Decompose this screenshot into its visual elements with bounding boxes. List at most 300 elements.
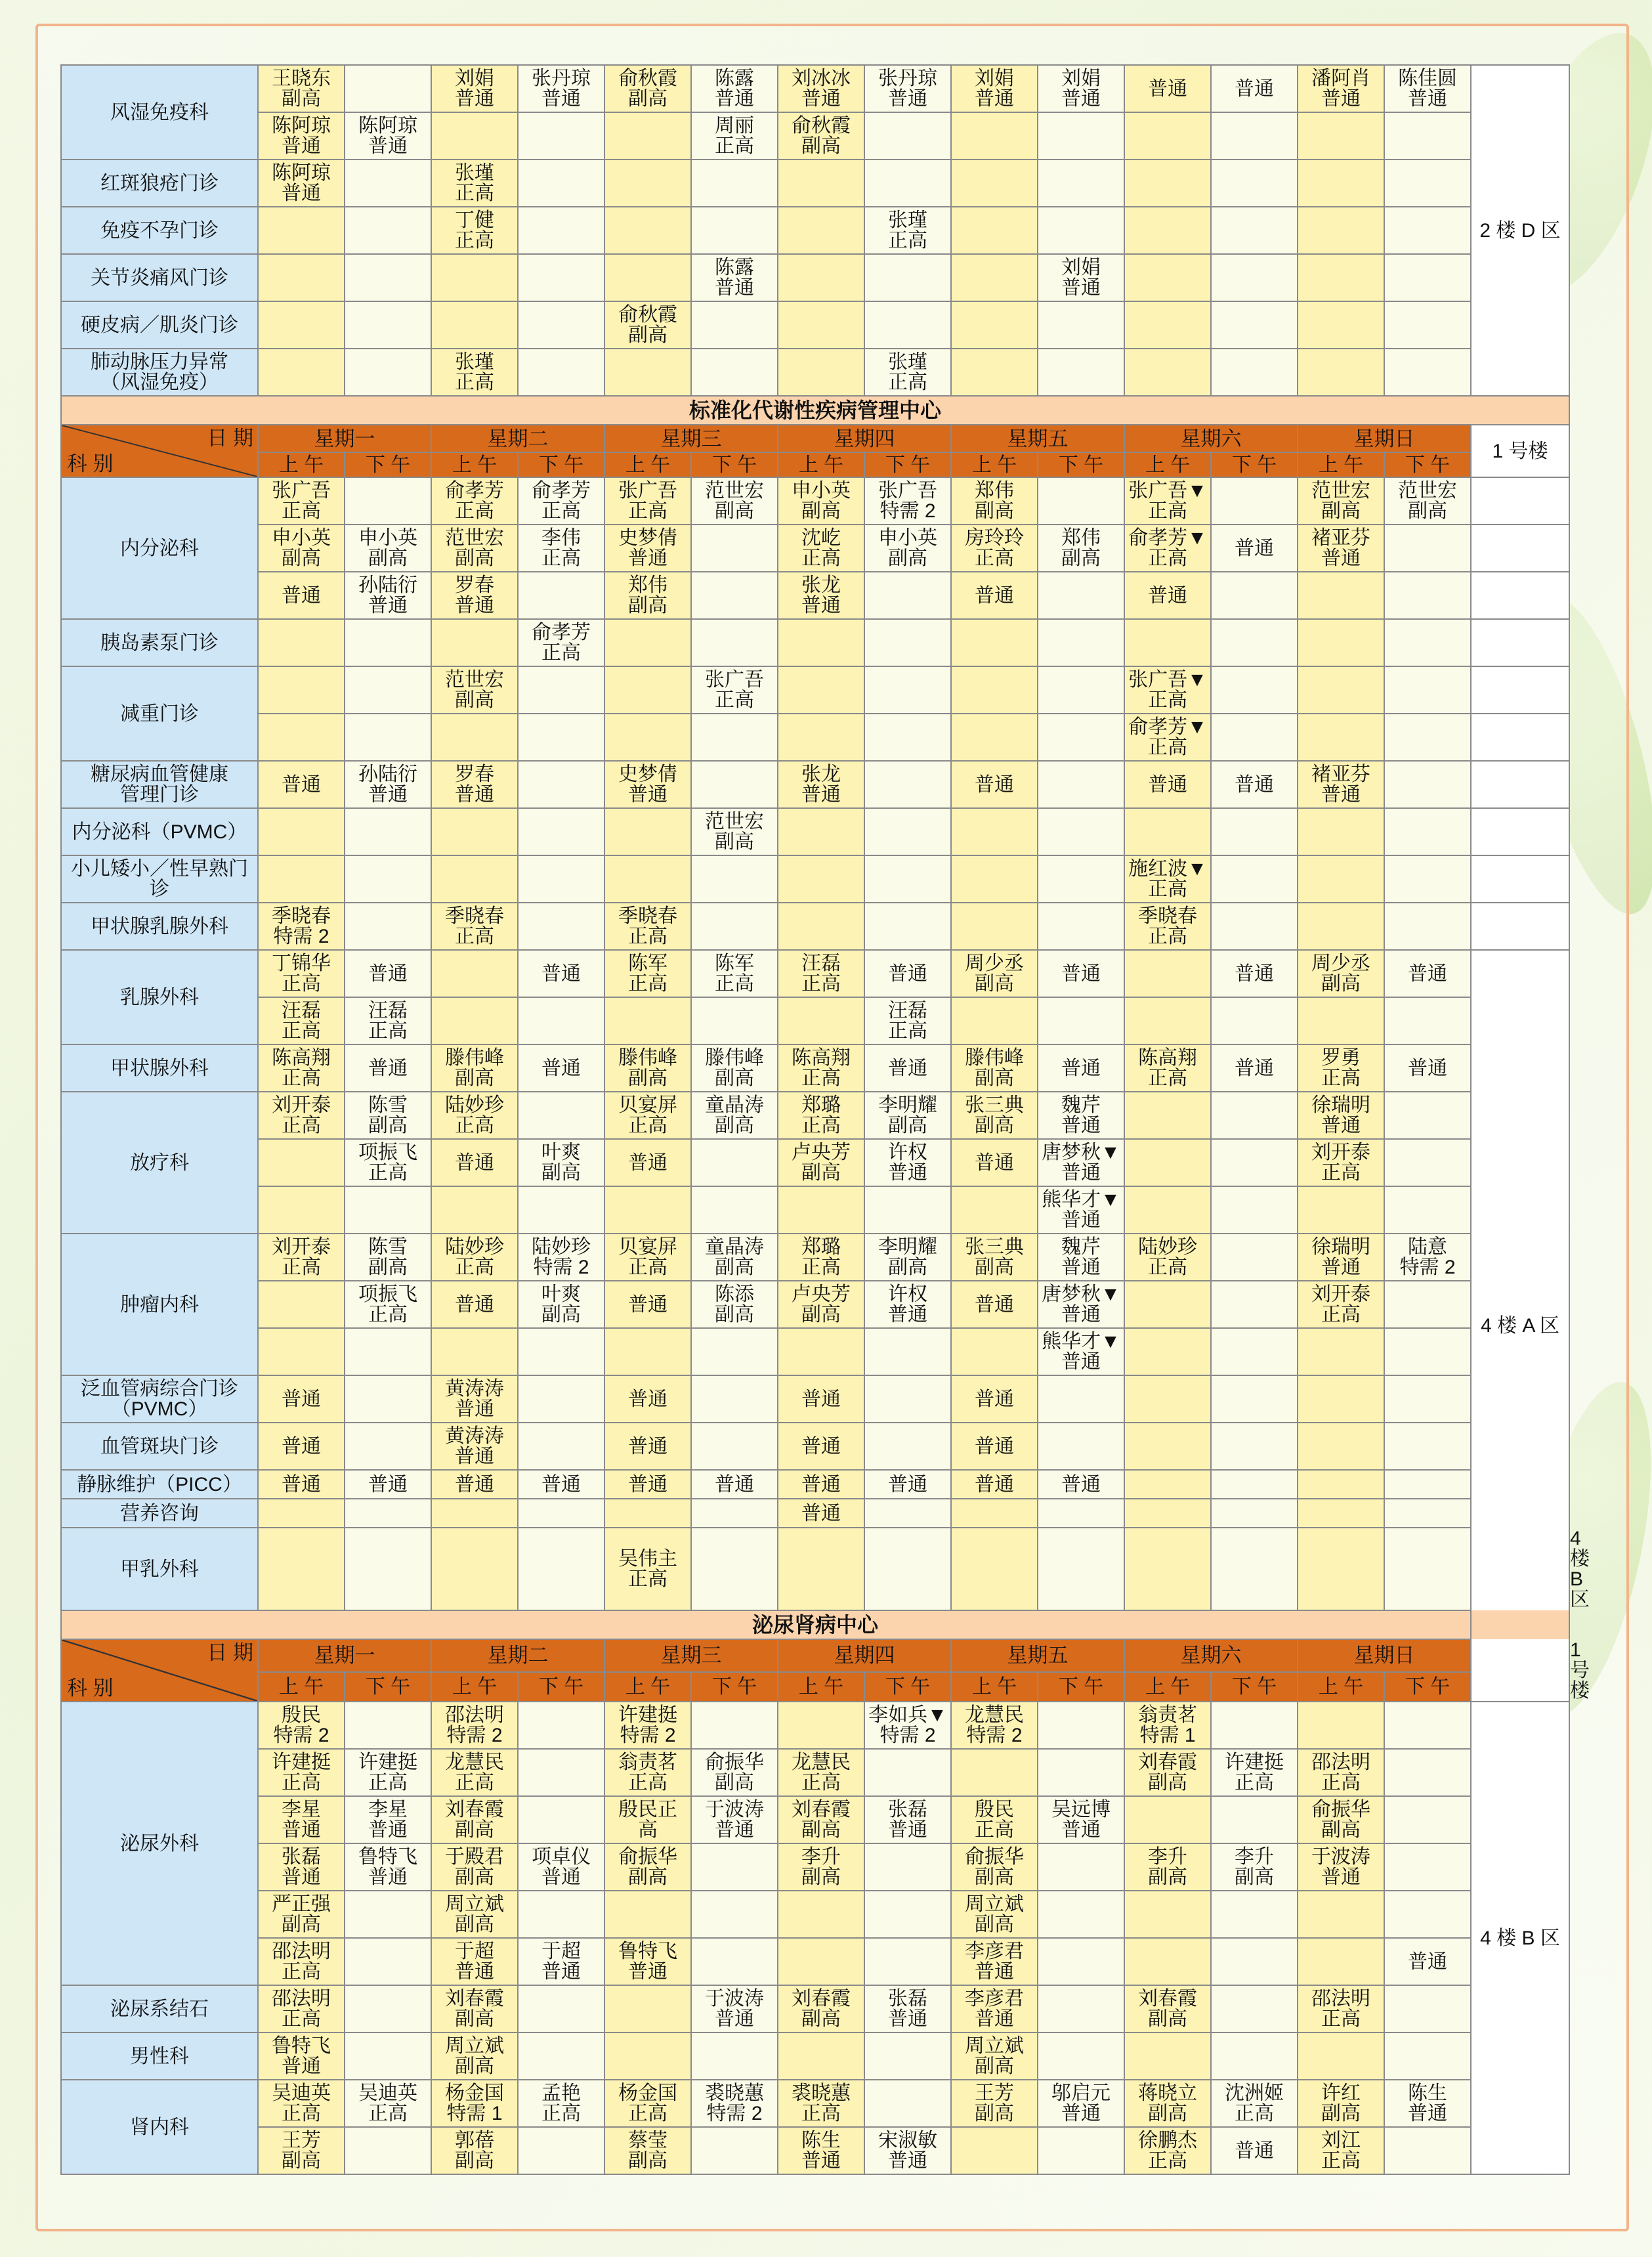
afternoon-label: 下 午 — [1038, 1672, 1124, 1702]
doctor-title: 普通 — [715, 88, 754, 110]
morning-slot — [258, 855, 345, 903]
doctor-name: 龙慧民 — [792, 1752, 851, 1773]
morning-slot — [951, 714, 1038, 761]
morning-slot — [604, 1092, 691, 1139]
morning-slot — [1298, 1092, 1384, 1139]
department-cell — [61, 2080, 258, 2174]
doctor-name: 熊华才▼ — [1042, 1331, 1120, 1352]
doctor-name: 普通 — [1408, 1950, 1447, 1973]
doctor-name: 张瑾 — [888, 209, 927, 231]
doctor-name: 普通 — [628, 1435, 667, 1457]
doctor-title: 特需 2 — [706, 2103, 763, 2124]
afternoon-slot — [1384, 2127, 1471, 2174]
doctor-name: 陈露 — [715, 68, 754, 89]
morning-slot — [778, 1528, 864, 1610]
afternoon-slot — [691, 950, 778, 997]
doctor-title: 正高 — [455, 230, 494, 251]
morning-slot — [431, 349, 518, 396]
doctor-name: 裘晓蕙 — [705, 2082, 764, 2104]
morning-slot — [258, 1499, 345, 1528]
department-cell — [61, 1234, 258, 1375]
afternoon-slot — [1211, 349, 1298, 396]
morning-slot — [951, 1470, 1038, 1499]
afternoon-slot — [1211, 1328, 1298, 1375]
doctor-title: 正高 — [1148, 2150, 1187, 2172]
weekday-1: 星期一 — [258, 1639, 431, 1672]
afternoon-slot — [518, 1796, 604, 1843]
doctor-name: 郑伟 — [975, 480, 1014, 502]
morning-slot — [1124, 525, 1211, 572]
morning-slot — [431, 1749, 518, 1796]
schedule-row — [61, 2032, 1569, 2080]
doctor-title: 副高 — [1148, 1772, 1187, 1794]
location-cell: 2 楼 D 区 — [1471, 65, 1569, 396]
doctor-name: 邵法明 — [272, 1941, 331, 1962]
morning-slot — [604, 1375, 691, 1423]
doctor-title: 普通 — [1321, 88, 1361, 110]
afternoon-slot — [1384, 349, 1471, 396]
weekday-2: 星期二 — [431, 1639, 604, 1672]
doctor-name: 滕伟峰 — [965, 1047, 1024, 1069]
afternoon-slot — [518, 160, 604, 207]
doctor-title: 正高 — [975, 1819, 1014, 1841]
afternoon-slot — [864, 301, 951, 349]
doctor-title: 正高 — [455, 500, 494, 522]
morning-slot — [778, 1186, 864, 1234]
afternoon-slot — [691, 1092, 778, 1139]
morning-slot — [1124, 2080, 1211, 2127]
doctor-title: 正高 — [628, 1257, 667, 1278]
afternoon-slot — [1038, 1528, 1124, 1610]
afternoon-slot — [518, 808, 604, 855]
morning-slot — [1124, 301, 1211, 349]
doctor-name: 普通 — [628, 1293, 667, 1316]
location-cell — [1471, 903, 1569, 950]
schedule-row — [61, 1528, 1569, 1610]
doctor-title: 普通 — [1061, 2103, 1101, 2124]
department-cell — [61, 950, 258, 1044]
doctor-title: 普通 — [541, 1866, 581, 1888]
morning-slot — [431, 1702, 518, 1749]
doctor-name: 殷民正 — [618, 1799, 677, 1820]
morning-slot — [1298, 1423, 1384, 1470]
morning-slot — [1124, 254, 1211, 301]
doctor-title: 正高 — [455, 1772, 494, 1794]
doctor-title: 副高 — [975, 1866, 1014, 1888]
doctor-title: 副高 — [541, 1304, 581, 1325]
morning-slot — [778, 1749, 864, 1796]
doctor-name: 蔡莹 — [628, 2130, 667, 2151]
morning-slot — [431, 855, 518, 903]
morning-slot — [604, 1139, 691, 1186]
location-cell: 4 楼 B 区 — [1471, 1702, 1569, 2174]
department-name-note: （风湿免疫） — [100, 372, 219, 393]
morning-slot — [431, 525, 518, 572]
afternoon-slot — [1211, 903, 1298, 950]
morning-slot — [951, 525, 1038, 572]
afternoon-slot — [345, 2080, 431, 2127]
morning-slot — [258, 1092, 345, 1139]
doctor-title: 正高 — [888, 372, 927, 393]
doctor-name: 申小英 — [792, 480, 851, 502]
doctor-name: 唐梦秋▼ — [1042, 1142, 1120, 1163]
department-name: 营养咨询 — [120, 1502, 199, 1524]
doctor-name: 普通 — [1235, 77, 1274, 100]
doctor-title: 普通 — [282, 2055, 321, 2077]
morning-slot — [951, 1044, 1038, 1092]
morning-slot — [951, 1499, 1038, 1528]
afternoon-slot — [345, 1891, 431, 1938]
doctor-name: 宋淑敏 — [878, 2130, 937, 2151]
doctor-name: 张瑾 — [455, 351, 494, 373]
morning-label: 上 午 — [951, 452, 1038, 477]
doctor-name: 陈雪 — [368, 1236, 408, 1258]
doctor-title: 特需 2 — [620, 1725, 676, 1746]
morning-slot — [1298, 301, 1384, 349]
doctor-title: 普通 — [888, 1162, 927, 1184]
doctor-name: 陈雪 — [368, 1094, 408, 1116]
doctor-title: 副高 — [975, 1914, 1014, 1935]
doctor-name: 鲁特飞 — [618, 1941, 677, 1962]
doctor-title: 副高 — [282, 2150, 321, 2172]
morning-slot — [258, 1044, 345, 1092]
morning-slot — [778, 1092, 864, 1139]
morning-slot — [258, 207, 345, 254]
doctor-title: 正高 — [628, 500, 667, 522]
afternoon-slot — [1384, 1423, 1471, 1470]
doctor-title: 普通 — [1408, 88, 1447, 110]
schedule-row — [61, 2127, 1569, 2174]
schedule-row — [61, 1702, 1569, 1749]
doctor-title: 副高 — [888, 1257, 927, 1278]
afternoon-slot — [1211, 1281, 1298, 1328]
afternoon-slot — [518, 619, 604, 666]
doctor-title: 正高 — [455, 372, 494, 393]
weekday-7: 星期日 — [1298, 1639, 1471, 1672]
morning-slot — [604, 112, 691, 160]
afternoon-slot — [1038, 1499, 1124, 1528]
afternoon-slot — [691, 207, 778, 254]
department-name: 放疗科 — [130, 1151, 189, 1174]
doctor-title: 普通 — [628, 784, 667, 806]
afternoon-slot — [518, 714, 604, 761]
doctor-name: 俞孝芳 — [532, 622, 591, 643]
afternoon-slot — [1211, 1139, 1298, 1186]
schedule-table — [60, 64, 1570, 2175]
doctor-title: 普通 — [1061, 1115, 1101, 1136]
morning-slot — [604, 1186, 691, 1234]
afternoon-slot — [518, 2127, 604, 2174]
morning-slot — [258, 254, 345, 301]
afternoon-slot — [1038, 1938, 1124, 1985]
afternoon-slot — [691, 2080, 778, 2127]
afternoon-slot — [1211, 112, 1298, 160]
afternoon-slot — [1038, 207, 1124, 254]
morning-slot — [951, 1891, 1038, 1938]
doctor-name: 叶爽 — [541, 1142, 581, 1163]
afternoon-slot — [518, 1891, 604, 1938]
doctor-name: 俞孝芳 — [445, 480, 504, 502]
doctor-name: 汪磊 — [801, 953, 841, 974]
morning-slot — [778, 1499, 864, 1528]
afternoon-slot — [864, 1328, 951, 1375]
department-name: 泌尿外科 — [120, 1832, 199, 1855]
morning-slot — [604, 1328, 691, 1375]
morning-slot — [431, 1985, 518, 2032]
afternoon-slot — [345, 477, 431, 525]
afternoon-slot — [518, 1092, 604, 1139]
doctor-title: 普通 — [541, 1961, 581, 1983]
morning-slot — [1298, 1186, 1384, 1234]
afternoon-slot — [345, 1749, 431, 1796]
doctor-title: 副高 — [888, 1115, 927, 1136]
doctor-name: 普通 — [455, 1293, 494, 1316]
afternoon-slot — [1038, 619, 1124, 666]
morning-slot — [951, 950, 1038, 997]
doctor-title: 正高 — [541, 548, 581, 569]
doctor-name: 许建挺 — [1225, 1752, 1284, 1773]
department-cell — [61, 254, 258, 301]
morning-slot — [1298, 903, 1384, 950]
doctor-title: 普通 — [1321, 1115, 1361, 1136]
doctor-name: 俞秋霞 — [618, 304, 677, 326]
morning-slot — [1124, 1375, 1211, 1423]
doctor-name: 沈屹 — [801, 527, 841, 549]
afternoon-slot — [518, 997, 604, 1044]
morning-slot — [1124, 2032, 1211, 2080]
doctor-name: 鲁特飞 — [272, 2035, 331, 2057]
afternoon-slot — [518, 1749, 604, 1796]
department-cell — [61, 1528, 258, 1610]
afternoon-slot — [864, 1985, 951, 2032]
afternoon-slot — [1384, 1328, 1471, 1375]
doctor-name: 孙陆衍 — [358, 763, 417, 785]
morning-slot — [778, 1375, 864, 1423]
doctor-title: 副高 — [801, 1162, 841, 1184]
doctor-name: 陈佳圆 — [1398, 68, 1457, 89]
afternoon-slot — [864, 525, 951, 572]
doctor-name: 邵法明 — [1311, 1988, 1370, 2010]
morning-slot — [431, 112, 518, 160]
department-cell — [61, 761, 258, 808]
afternoon-slot — [1038, 160, 1124, 207]
doctor-name: 普通 — [541, 1057, 581, 1079]
doctor-name: 周立斌 — [965, 1893, 1024, 1915]
morning-slot — [258, 2080, 345, 2127]
doctor-title: 副高 — [801, 135, 841, 157]
afternoon-slot — [1384, 1375, 1471, 1423]
afternoon-label: 下 午 — [691, 1672, 778, 1702]
afternoon-slot — [518, 1328, 604, 1375]
department-name: 甲状腺外科 — [110, 1057, 209, 1079]
department-name: 关节炎痛风门诊 — [91, 267, 228, 289]
doctor-name: 刘娟 — [1061, 68, 1101, 89]
morning-slot — [951, 1985, 1038, 2032]
doctor-name: 杨金国 — [618, 2082, 677, 2104]
afternoon-slot — [1038, 1281, 1124, 1328]
afternoon-slot — [345, 1139, 431, 1186]
doctor-name: 卢央芳 — [792, 1142, 851, 1163]
doctor-name: 李升 — [1148, 1846, 1187, 1868]
doctor-name: 普通 — [282, 1473, 321, 1495]
doctor-name: 陈阿琼 — [272, 115, 331, 137]
doctor-name: 周立斌 — [445, 2035, 504, 2057]
morning-slot — [431, 301, 518, 349]
doctor-name: 刘开泰 — [272, 1094, 331, 1116]
afternoon-slot — [1384, 1186, 1471, 1234]
morning-slot — [1124, 761, 1211, 808]
department-name: 男性科 — [130, 2045, 189, 2067]
afternoon-slot — [1038, 1044, 1124, 1092]
doctor-title: 普通 — [801, 595, 841, 616]
morning-slot — [1298, 572, 1384, 619]
doctor-title: 正高 — [1148, 500, 1187, 522]
afternoon-slot — [518, 525, 604, 572]
afternoon-slot — [1384, 1139, 1471, 1186]
schedule-row — [61, 1470, 1569, 1499]
afternoon-slot — [691, 254, 778, 301]
doctor-name: 张瑾 — [455, 162, 494, 184]
doctor-name: 普通 — [975, 773, 1014, 796]
morning-slot — [431, 1092, 518, 1139]
doctor-name: 俞孝芳▼ — [1128, 716, 1207, 738]
schedule-row — [61, 207, 1569, 254]
morning-slot — [431, 808, 518, 855]
afternoon-slot — [1038, 2080, 1124, 2127]
afternoon-slot — [691, 1985, 778, 2032]
morning-slot — [1124, 1423, 1211, 1470]
afternoon-slot — [1038, 808, 1124, 855]
doctor-name: 黄涛涛 — [445, 1425, 504, 1447]
morning-slot — [604, 1234, 691, 1281]
morning-label: 上 午 — [1298, 452, 1384, 477]
schedule-row — [61, 1234, 1569, 1281]
doctor-title: 普通 — [282, 135, 321, 157]
morning-slot — [951, 903, 1038, 950]
morning-slot — [1124, 349, 1211, 396]
doctor-name: 俞振华 — [705, 1752, 764, 1773]
afternoon-slot — [1038, 2127, 1124, 2174]
doctor-title: 正高 — [368, 2103, 408, 2124]
department-name-note: （PVMC） — [111, 1398, 208, 1420]
doctor-title: 正高 — [282, 1257, 321, 1278]
doctor-title: 正高 — [715, 689, 754, 711]
morning-slot — [951, 1423, 1038, 1470]
doctor-name: 郑伟 — [628, 574, 667, 596]
doctor-title: 普通 — [282, 183, 321, 204]
morning-slot — [951, 1843, 1038, 1891]
doctor-title: 普通 — [455, 1398, 494, 1420]
doctor-title: 正高 — [1235, 2103, 1274, 2124]
morning-slot — [604, 160, 691, 207]
doctor-name: 张三典 — [965, 1236, 1024, 1258]
morning-slot — [604, 2080, 691, 2127]
doctor-name: 项振飞 — [358, 1283, 417, 1305]
afternoon-slot — [1038, 1891, 1124, 1938]
schedule-row — [61, 1092, 1569, 1139]
afternoon-slot — [1038, 112, 1124, 160]
morning-slot — [258, 1375, 345, 1423]
doctor-name: 普通 — [1235, 2139, 1274, 2162]
doctor-name: 刘开泰 — [1311, 1283, 1370, 1305]
afternoon-slot — [864, 207, 951, 254]
doctor-title: 副高 — [368, 1115, 408, 1136]
morning-slot — [431, 160, 518, 207]
doctor-name: 童晶涛 — [705, 1236, 764, 1258]
afternoon-slot — [518, 1375, 604, 1423]
doctor-name: 普通 — [1235, 1057, 1274, 1079]
afternoon-slot — [1384, 254, 1471, 301]
morning-slot — [604, 301, 691, 349]
morning-slot — [258, 1528, 345, 1610]
morning-slot — [1298, 808, 1384, 855]
department-cell — [61, 1702, 258, 1985]
afternoon-label: 下 午 — [1211, 452, 1298, 477]
morning-slot — [604, 855, 691, 903]
afternoon-slot — [345, 160, 431, 207]
morning-slot — [951, 1281, 1038, 1328]
doctor-name: 俞振华 — [618, 1846, 677, 1868]
morning-slot — [778, 1328, 864, 1375]
doctor-name: 潘阿肖 — [1311, 68, 1370, 89]
doctor-title: 普通 — [715, 1819, 754, 1841]
doctor-name: 张磊 — [888, 1988, 927, 2010]
afternoon-slot — [345, 1796, 431, 1843]
afternoon-slot — [1384, 1092, 1471, 1139]
doctor-name: 徐瑞明 — [1311, 1236, 1370, 1258]
morning-slot — [258, 1423, 345, 1470]
location-cell — [1471, 855, 1569, 903]
morning-slot — [1298, 2127, 1384, 2174]
schedule-row — [61, 1186, 1569, 1234]
doctor-title: 普通 — [368, 595, 408, 616]
morning-slot — [258, 1234, 345, 1281]
morning-slot — [258, 160, 345, 207]
afternoon-slot — [1211, 1423, 1298, 1470]
doctor-name: 季晓春 — [272, 905, 331, 927]
afternoon-slot — [1038, 525, 1124, 572]
doctor-title: 副高 — [455, 1866, 494, 1888]
afternoon-slot — [1211, 714, 1298, 761]
doctor-title: 正高 — [1148, 1257, 1187, 1278]
doctor-title: 副高 — [715, 831, 754, 853]
doctor-name: 刘春霞 — [792, 1799, 851, 1820]
afternoon-slot — [1211, 1044, 1298, 1092]
afternoon-slot — [345, 1528, 431, 1610]
schedule-row — [61, 619, 1569, 666]
morning-slot — [431, 477, 518, 525]
morning-slot — [1298, 761, 1384, 808]
afternoon-slot — [864, 1528, 951, 1610]
morning-slot — [1298, 1985, 1384, 2032]
doctor-title: 普通 — [1321, 1257, 1361, 1278]
morning-slot — [604, 2032, 691, 2080]
doctor-title: 正高 — [282, 1772, 321, 1794]
afternoon-slot — [691, 1749, 778, 1796]
morning-slot — [1124, 112, 1211, 160]
morning-slot — [778, 903, 864, 950]
date-dept-corner — [61, 1639, 258, 1702]
afternoon-slot — [345, 619, 431, 666]
doctor-name: 张广吾 — [618, 480, 677, 502]
afternoon-slot — [1211, 808, 1298, 855]
morning-label: 上 午 — [778, 452, 864, 477]
morning-slot — [1124, 714, 1211, 761]
afternoon-slot — [518, 950, 604, 997]
doctor-name: 季晓春 — [618, 905, 677, 927]
doctor-name: 张龙 — [801, 763, 841, 785]
doctor-name: 孟艳 — [541, 2082, 581, 2104]
